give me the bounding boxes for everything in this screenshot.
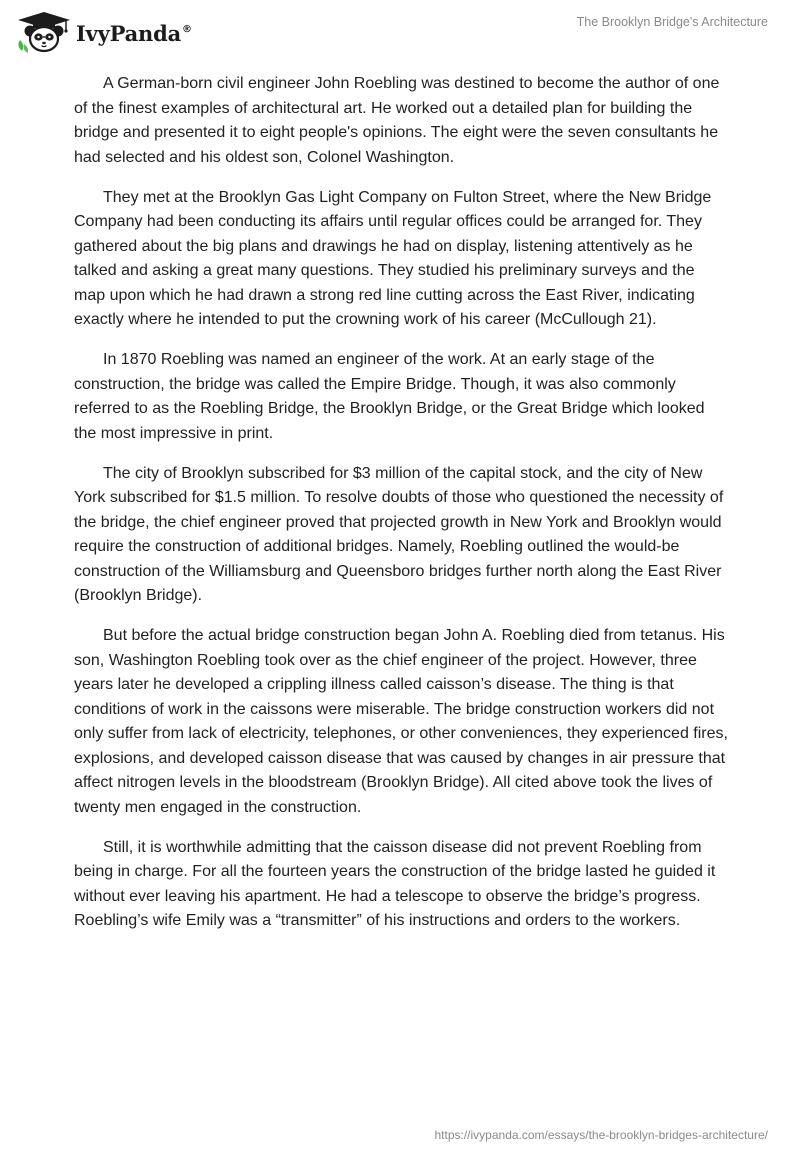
paragraph-5: But before the actual bridge construction began John A. Roebling died from tetanus. His son, Washington Roebling took over as the chief engineer of the project. However, three years later he developed a crippling illness called caisson’s disease. The thing is that conditions of work in the caissons were miserable. The bridge construction workers did not only suffer from lack of electricity, telephones, or other conveniences, they experienced fires, explosions, and developed caisson disease that was caused by changes in air pressure that affect nitrogen levels in the bloodstream (Brooklyn Bridge). All cited above took the lives of twenty men engaged in the construction. [74, 627, 728, 816]
brand-name: IvyPanda® [76, 20, 192, 46]
document-title: The Brooklyn Bridge's Architecture [576, 15, 768, 29]
paragraph-1: A German-born civil engineer John Roebling was destined to become the author of one of the finest examples of architectural art. He worked out a detailed plan for building the bridge and presented it to eight people's opinions. The eight were the seven consultants he had selected and his oldest son, Colonel Washington. [74, 75, 720, 166]
paragraph-3: In 1870 Roebling was named an engineer of the work. At an early stage of the construction, the bridge was called the Empire Bridge. Though, it was also commonly referred to as the Roebling Bridge, the Brooklyn Bridge, or the Great Bridge which looked the most impressive in print. [74, 351, 705, 442]
ivypanda-logo[interactable] [14, 10, 192, 54]
essay-body [74, 72, 730, 949]
page-header [0, 0, 800, 60]
panda-graduate-icon [14, 10, 74, 54]
paragraph-4: The city of Brooklyn subscribed for $3 million of the capital stock, and the city of New York subscribed for $1.5 million. To resolve doubts of those who questioned the necessity of the bridge, the chief engineer proved that projected growth in New York and Brooklyn would require the construction of additional bridges. Namely, Roebling outlined the would-be construction of the Williamsburg and Queensboro bridges further north along the East River (Brooklyn Bridge). [74, 464, 724, 604]
paragraph-6: Still, it is worthwhile admitting that the caisson disease did not prevent Roebling from being in charge. For all the fourteen years the construction of the bridge lasted he guided it without ever leaving his apartment. He had a telescope to observe the bridge’s progress. Roebling’s wife Emily was a “transmitter” of his instructions and orders to the workers. [74, 838, 716, 929]
registered-mark: ® [182, 23, 192, 35]
source-url-link[interactable]: https://ivypanda.com/essays/the-brooklyn-bridges-architecture/ [434, 1128, 768, 1142]
paragraph-2: They met at the Brooklyn Gas Light Company on Fulton Street, where the New Bridge Company had been conducting its affairs until regular offices could be arranged for. They gathered about the big plans and drawings he had on display, listening attentively as he talked and asking a great many questions. They studied his preliminary surveys and the map upon which he had drawn a strong red line cutting across the East River, indicating exactly where he intended to put the crowning work of his career (McCullough 21). [74, 188, 712, 328]
